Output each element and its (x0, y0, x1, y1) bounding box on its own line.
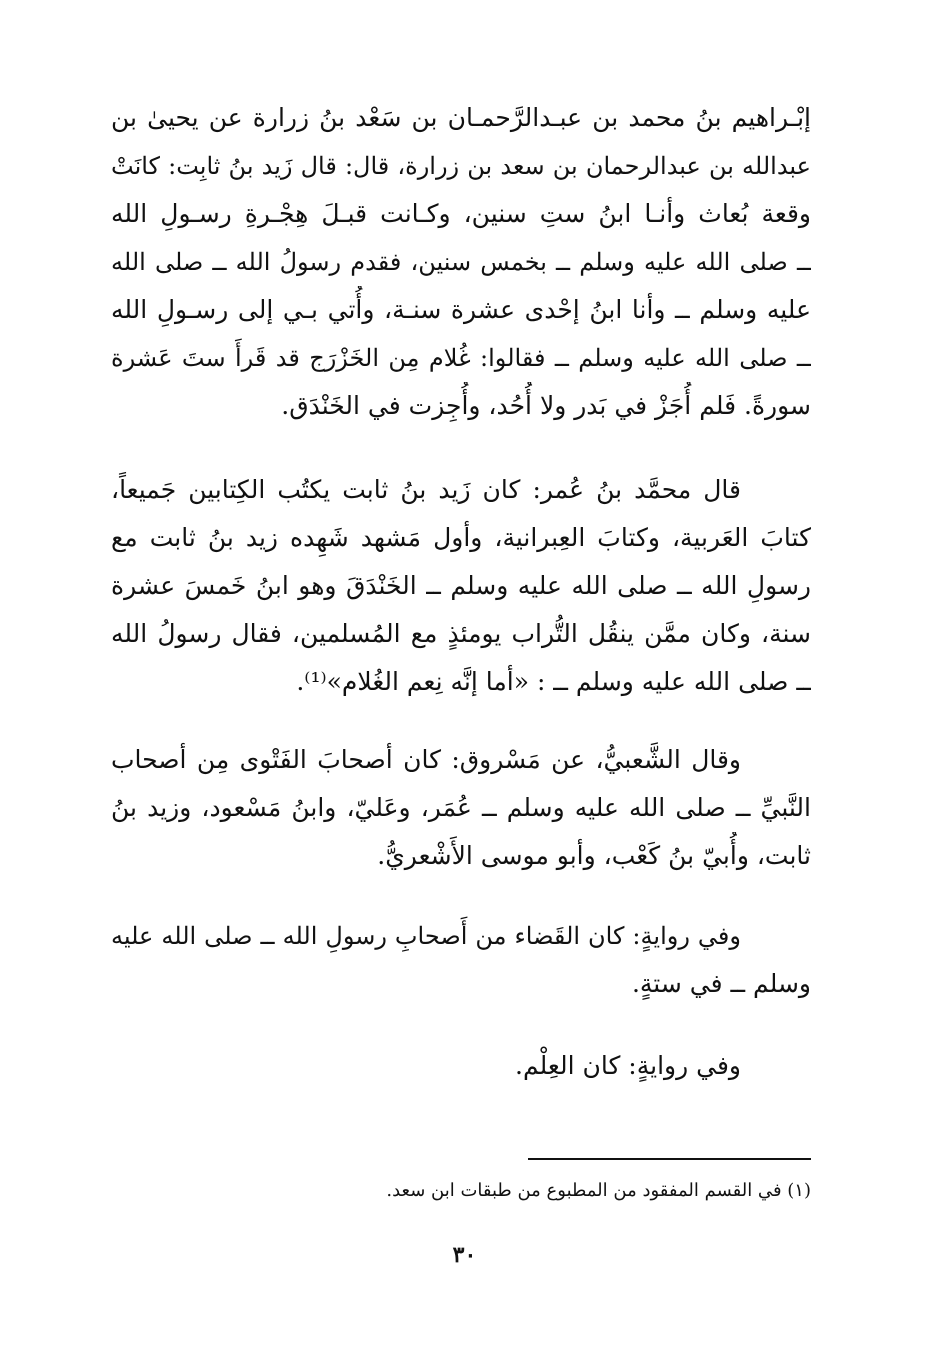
text-line: سورةً. فَلم أُجَزْ في بَدر ولا أُحُد، وأُجِزت في الخَنْدَق. (281, 391, 811, 420)
text-line: ــ صلى الله عليه وسلم ــ فقالوا: غُلام مِن الخَزْرَج قد قَرأَ ستَ عَشرة (111, 344, 811, 372)
footnote-divider (528, 1158, 811, 1160)
footnote: (١) في القسم المفقود من المطبوع من طبقات ابن سعد. (386, 1180, 811, 1201)
page-number: ٣٠ (452, 1242, 477, 1268)
text-line: وقال الشَّعبيُّ، عن مَسْروق: كان أصحابَ الفَتْوى مِن أصحاب (111, 745, 741, 774)
text-line: وقعة بُعاث وأنـا ابنُ ستِ سنين، وكـانت قبـلَ هِجْـرةِ رسـولِ الله (111, 199, 811, 228)
text-line: كتابَ العَربية، وكتابَ العِبرانية، وأول مَشهد شَهِده زيد بنُ ثابت مع (111, 523, 811, 552)
text-line: وفي روايةٍ: كان القَضاء من أَصحابِ رسولِ الله ــ صلى الله عليه (111, 922, 741, 950)
text-line: سنة، وكان ممَّن ينقُل التُّراب يومئذٍ مع المُسلمين، فقال رسولُ الله (111, 619, 811, 648)
text-line: ثابت، وأُبيّ بنُ كَعْب، وأبو موسى الأَشْعريُّ. (377, 841, 811, 870)
text-line: إبْـراهيم بنُ محمد بن عبـدالرَّحمـان بن سَعْد بنُ زرارة عن يحيىٰ بن (111, 103, 811, 132)
paragraph-3 (111, 736, 811, 880)
text-line: رسولِ الله ــ صلى الله عليه وسلم ــ الخَنْدَقَ وهو ابنُ خَمسَ عشرة (111, 571, 811, 600)
text-line: وفي روايةٍ: كان العِلْم. (515, 1051, 741, 1080)
text-line: النَّبيِّ ــ صلى الله عليه وسلم ــ عُمَر، وعَليّ، وابنُ مَسْعود، وزيد بنُ (111, 793, 811, 822)
text-line: ــ صلى الله عليه وسلم ــ بخمس سنين، فقدم رسولُ الله ــ صلى الله (111, 248, 811, 276)
text-line: عليه وسلم ــ وأنا ابنُ إحْدى عشرة سنـة، وأُتي بـي إلى رسـولِ الله (111, 295, 811, 324)
text-line: قال محمَّد بنُ عُمر: كان زَيد بنُ ثابت يكتُب الكِتابين جَميعاً، (111, 475, 741, 504)
paragraph-2 (111, 466, 811, 706)
paragraph-5 (111, 1042, 811, 1090)
text-line: ــ صلى الله عليه وسلم ــ : «أما إنَّه نِعم الغُلام»⁽¹⁾. (296, 667, 811, 696)
paragraph-4 (111, 912, 811, 1008)
text-line: عبدالله بن عبدالرحمان بن سعد بن زرارة، قال: قال زَيد بنُ ثابِت: كانَتْ (111, 152, 811, 180)
paragraph-1 (111, 94, 811, 430)
text-line: وسلم ــ في ستةٍ. (631, 969, 811, 998)
